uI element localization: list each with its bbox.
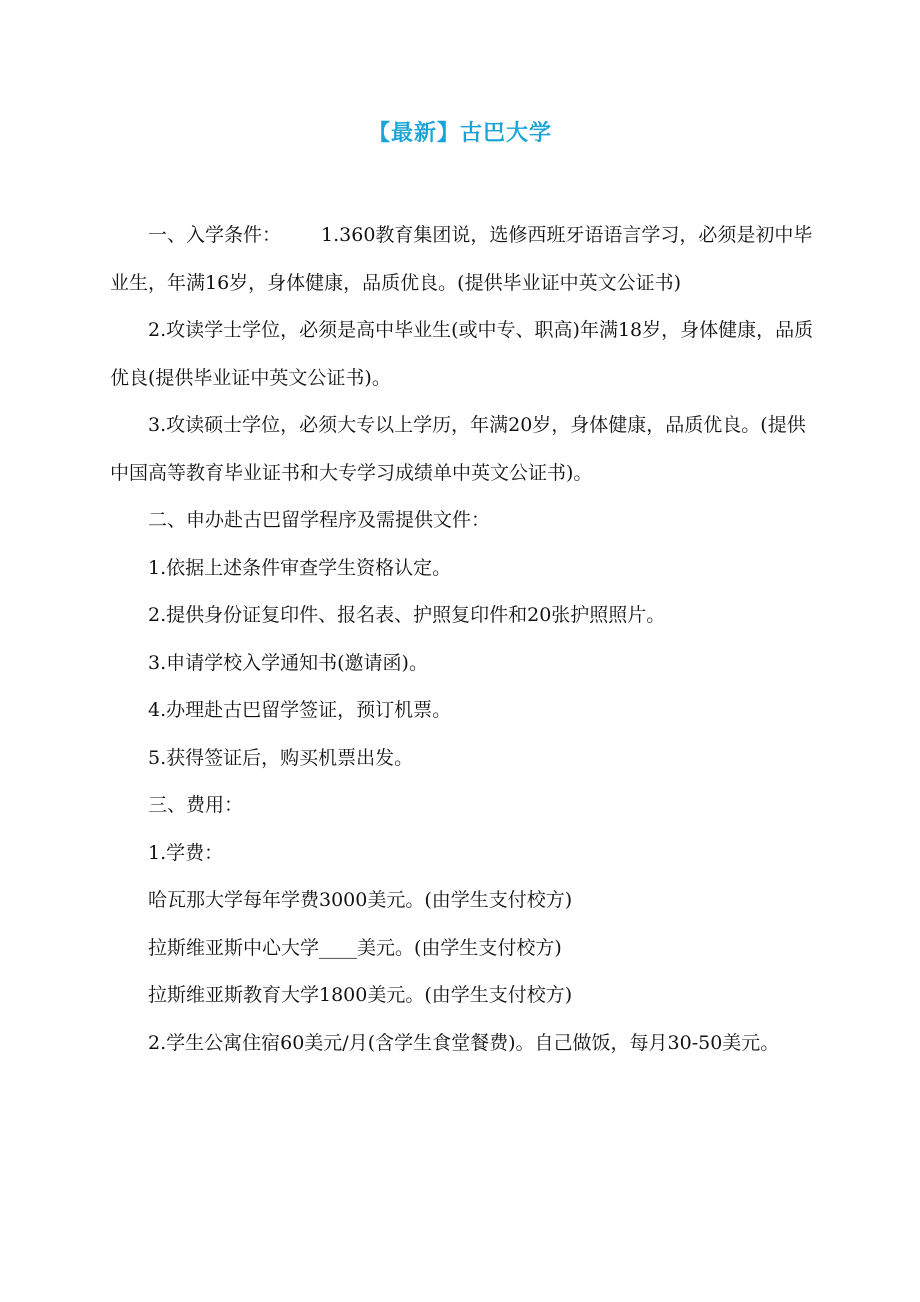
paragraph-admission-2: 2.攻读学士学位，必须是高中毕业生(或中专、职高)年满18岁，身体健康，品质优良(提供毕业证中英文公证书)。 (110, 319, 814, 389)
section-heading-procedure: 二、申办赴古巴留学程序及需提供文件： (148, 509, 491, 531)
paragraph-procedure-3: 3.申请学校入学通知书(邀请函)。 (148, 651, 428, 674)
paragraph-tuition-central: 拉斯维亚斯中心大学____美元。(由学生支付校方) (148, 936, 562, 959)
paragraph-tuition-havana: 哈瓦那大学每年学费3000美元。(由学生支付校方) (148, 889, 573, 911)
paragraph-procedure-5: 5.获得签证后，购买机票出发。 (148, 746, 414, 769)
paragraph-procedure-2: 2.提供身份证复印件、报名表、护照复印件和20张护照照片。 (148, 604, 666, 626)
document-body (110, 212, 822, 1067)
section-heading-fees: 三、费用： (148, 794, 244, 816)
paragraph-accommodation: 2.学生公寓住宿60美元/月(含学生食堂餐费)。自己做饭，每月30-50美元。 (148, 1031, 780, 1054)
document-title: 【最新】古巴大学 (367, 121, 552, 146)
paragraph-procedure-4: 4.办理赴古巴留学签证，预订机票。 (148, 699, 452, 721)
paragraph-admission-1 (110, 212, 822, 307)
paragraph-tuition-education: 拉斯维亚斯教育大学1800美元。(由学生支付校方) (148, 984, 573, 1006)
paragraph-text: 1.360教育集团说，选修西班牙语语言学习，必须是初中毕业生，年满16岁，身体健康，品质优良。(提供毕业证中英文公证书) (110, 224, 813, 294)
paragraph-tuition-heading: 1.学费： (148, 841, 224, 864)
paragraph-procedure-1: 1.依据上述条件审查学生资格认定。 (148, 556, 452, 579)
section-heading-admission: 一、入学条件： (148, 224, 282, 246)
paragraph-admission-3: 3.攻读硕士学位，必须大专以上学历，年满20岁，身体健康，品质优良。(提供中国高等教育毕业证书和大专学习成绩单中英文公证书)。 (110, 414, 806, 484)
